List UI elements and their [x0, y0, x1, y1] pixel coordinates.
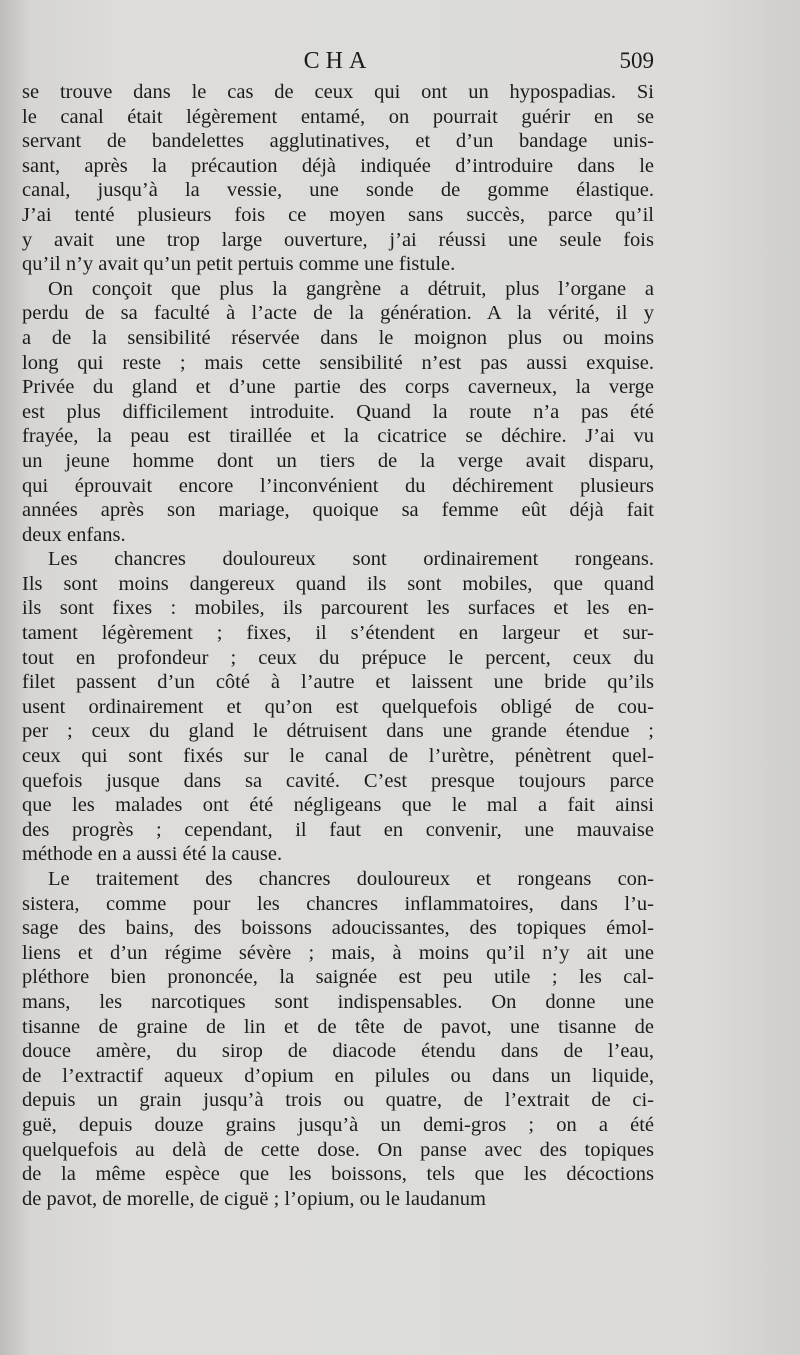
- text-line: Le traitement des chancres douloureux et rongeans con-: [48, 868, 654, 890]
- text-line: méthode en a aussi été la cause.: [22, 843, 283, 866]
- text-line: de pavot, de morelle, de ciguë ; l’opium, ou le laudanum: [22, 1187, 486, 1210]
- text-line: tout en profondeur ; ceux du prépuce le percent, ceux du: [22, 646, 654, 669]
- text-line: y avait une trop large ouverture, j’ai réussi une seule fois: [22, 228, 654, 251]
- text-line: pléthore bien prononcée, la saignée est peu utile ; les cal-: [22, 966, 654, 989]
- text-line: des progrès ; cependant, il faut en convenir, une mauvaise: [22, 818, 654, 841]
- text-line: un jeune homme dont un tiers de la verge avait disparu,: [22, 449, 654, 472]
- text-line: qui éprouvait encore l’inconvénient du déchirement plusieurs: [22, 474, 654, 497]
- text-line: Ils sont moins dangereux quand ils sont mobiles, que quand: [22, 572, 654, 595]
- text-line: canal, jusqu’à la vessie, une sonde de gomme élastique.: [22, 179, 654, 202]
- text-line: per ; ceux du gland le détruisent dans une grande étendue ;: [22, 720, 654, 743]
- text-line: servant de bandelettes agglutinatives, et d’un bandage unis-: [22, 130, 654, 153]
- text-line: liens et d’un régime sévère ; mais, à moins qu’il n’y ait une: [22, 941, 654, 964]
- text-line: tament légèrement ; fixes, il s’étendent en largeur et sur-: [22, 622, 654, 645]
- text-line: perdu de sa faculté à l’acte de la génération. A la vérité, il y: [22, 302, 654, 325]
- text-line: qu’il n’y avait qu’un petit pertuis comme une fistule.: [22, 253, 456, 276]
- text-line: quefois jusque dans sa cavité. C’est presque toujours parce: [22, 769, 654, 792]
- text-line: ils sont fixes : mobiles, ils parcourent les surfaces et les en-: [22, 597, 654, 620]
- text-line: mans, les narcotiques sont indispensables. On donne une: [22, 990, 654, 1013]
- text-line: tisanne de graine de lin et de tête de pavot, une tisanne de: [22, 1015, 654, 1038]
- text-line: quelquefois au delà de cette dose. On panse avec des topiques: [22, 1138, 654, 1161]
- running-title: CHA: [303, 48, 373, 74]
- text-line: est plus difficilement introduite. Quand la route n’a pas été: [22, 400, 654, 423]
- text-line: depuis un grain jusqu’à trois ou quatre, de l’extrait de ci-: [22, 1089, 654, 1112]
- text-line: que les malades ont été négligeans que le mal a fait ainsi: [22, 794, 654, 817]
- page-number: 509: [619, 48, 654, 73]
- paragraph: [22, 867, 654, 1211]
- text-line: de la même espèce que les boissons, tels que les décoctions: [22, 1163, 654, 1186]
- text-line: se trouve dans le cas de ceux qui ont un hypospadias. Si: [22, 81, 654, 103]
- text-line: douce amère, du sirop de diacode étendu dans de l’eau,: [22, 1040, 654, 1063]
- text-line: ceux qui sont fixés sur le canal de l’urètre, pénètrent quel-: [22, 745, 654, 768]
- text-line: J’ai tenté plusieurs fois ce moyen sans succès, parce qu’il: [22, 203, 654, 226]
- text-line: années après son mariage, quoique sa femme eût déjà fait: [22, 499, 654, 522]
- text-line: frayée, la peau est tiraillée et la cicatrice se déchire. J’ai vu: [22, 425, 654, 448]
- text-line: Les chancres douloureux sont ordinairement rongeans.: [48, 548, 654, 571]
- text-line: guë, depuis douze grains jusqu’à un demi-gros ; on a été: [22, 1113, 654, 1136]
- body-text: [22, 80, 654, 1211]
- text-line: Privée du gland et d’une partie des corps caverneux, la verge: [22, 376, 654, 399]
- text-line: le canal était légèrement entamé, on pourrait guérir en se: [22, 105, 654, 128]
- text-line: deux enfans.: [22, 523, 126, 546]
- paragraph: [22, 547, 654, 867]
- text-line: sage des bains, des boissons adoucissantes, des topiques émol-: [22, 917, 654, 940]
- paragraph: [22, 80, 654, 277]
- page-header: [22, 48, 654, 80]
- paragraph: [22, 277, 654, 548]
- text-line: On conçoit que plus la gangrène a détruit, plus l’organe a: [48, 277, 654, 300]
- text-line: a de la sensibilité réservée dans le moignon plus ou moins: [22, 326, 654, 349]
- text-line: sant, après la précaution déjà indiquée d’introduire dans le: [22, 154, 654, 177]
- text-line: usent ordinairement et qu’on est quelquefois obligé de cou-: [22, 695, 654, 718]
- text-line: filet passent d’un côté à l’autre et laissent une bride qu’ils: [22, 671, 654, 694]
- text-line: de l’extractif aqueux d’opium en pilules ou dans un liquide,: [22, 1064, 654, 1087]
- text-line: sistera, comme pour les chancres inflammatoires, dans l’u-: [22, 892, 654, 915]
- text-line: long qui reste ; mais cette sensibilité n’est pas aussi exquise.: [22, 351, 654, 374]
